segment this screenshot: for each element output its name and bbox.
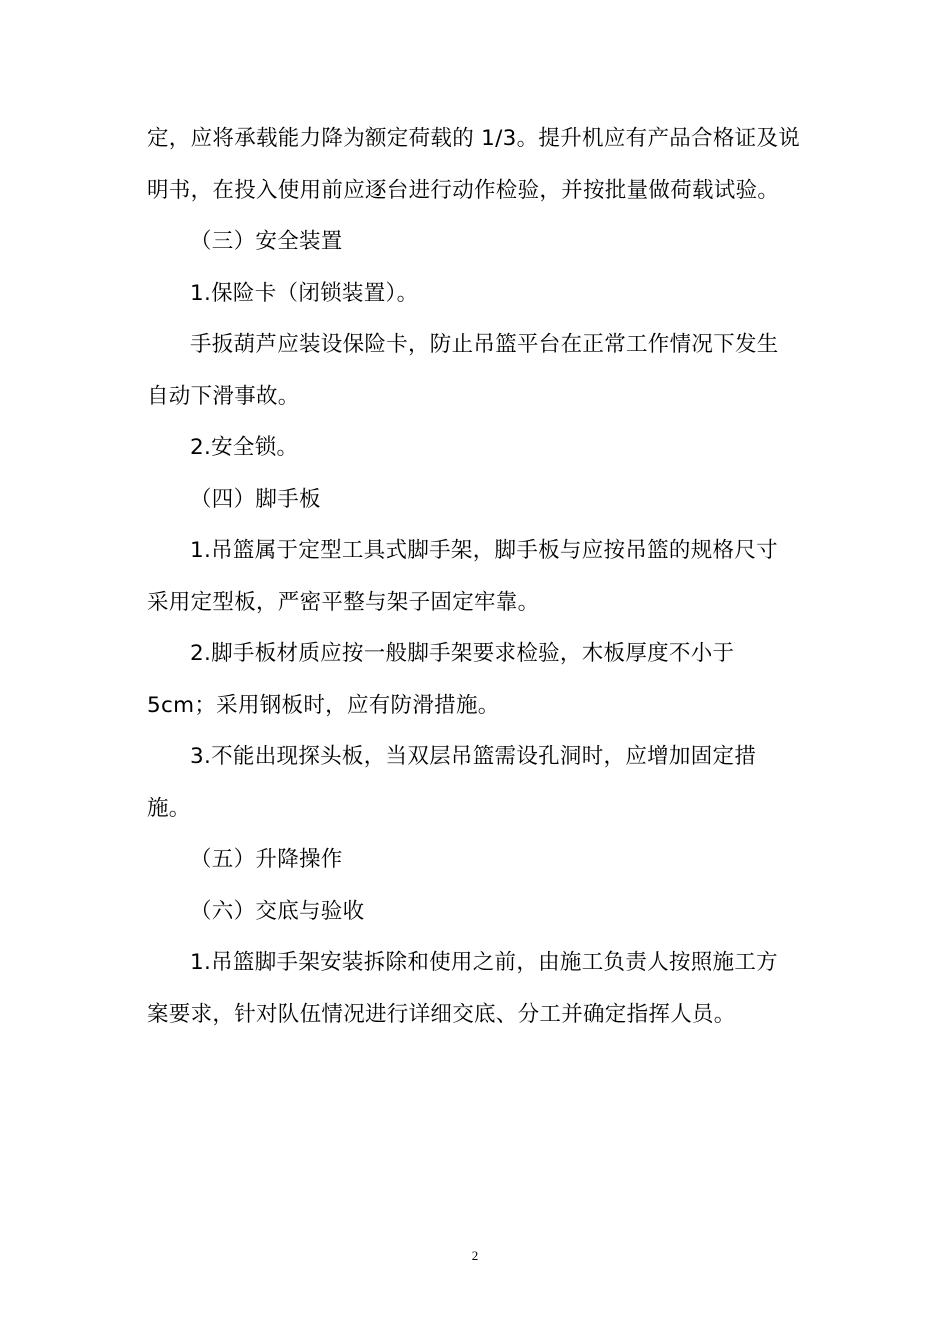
section-heading-safety-devices: （三）安全装置: [190, 229, 343, 254]
text-line: 施。: [147, 795, 191, 821]
text-line: 定，应将承载能力降为额定荷载的 1/3。提升机应有产品合格证及说: [147, 126, 801, 151]
document-body: [147, 113, 807, 1040]
text-line: 1.吊篮脚手架安装拆除和使用之前，由施工负责人按照施工方: [190, 950, 778, 975]
text-line: 手扳葫芦应装设保险卡，防止吊篮平台在正常工作情况下发生: [190, 332, 779, 357]
section-heading-lifting-operation: （五）升降操作: [190, 847, 343, 872]
section-heading-scaffold-board: （四）脚手板: [190, 486, 321, 512]
text-line: 3.不能出现探头板，当双层吊篮需设孔洞时，应增加固定措: [190, 744, 757, 769]
section-heading-briefing-acceptance: （六）交底与验收: [190, 898, 365, 924]
text-line: 明书，在投入使用前应逐台进行动作检验，并按批量做荷载试验。: [147, 177, 780, 203]
text-line: 2.脚手板材质应按一般脚手架要求检验，木板厚度不小于: [190, 641, 735, 666]
item-heading-safety-catch: 1.保险卡（闭锁装置）。: [190, 280, 419, 306]
text-line: 1.吊篮属于定型工具式脚手架，脚手板与应按吊篮的规格尺寸: [190, 538, 778, 563]
item-heading-safety-lock: 2.安全锁。: [190, 435, 299, 460]
text-line: 采用定型板，严密平整与架子固定牢靠。: [147, 589, 540, 615]
text-line: 案要求，针对队伍情况进行详细交底、分工并确定指挥人员。: [147, 1001, 736, 1027]
text-line: 自动下滑事故。: [147, 383, 300, 409]
page-number: 2: [471, 1248, 479, 1263]
text-line: 5cm；采用钢板时，应有防滑措施。: [147, 692, 500, 718]
